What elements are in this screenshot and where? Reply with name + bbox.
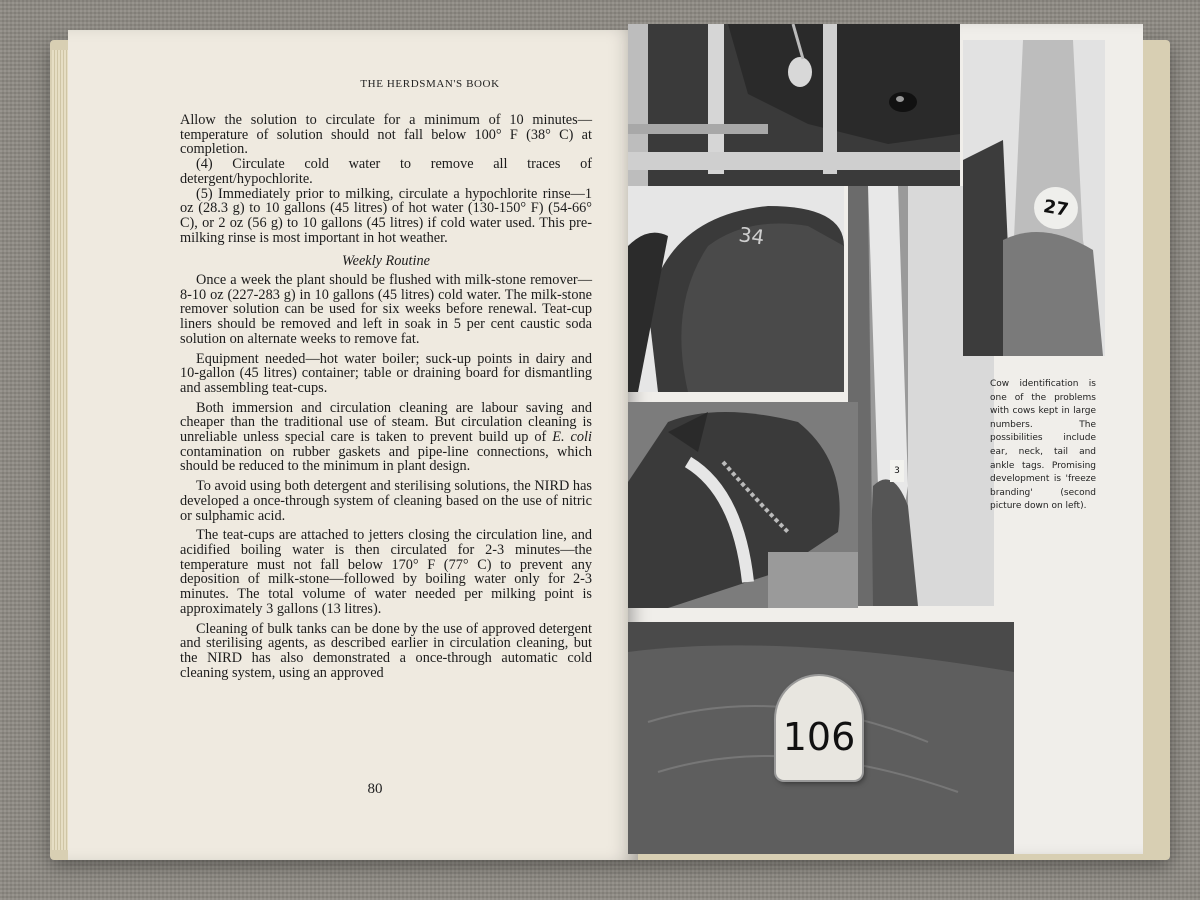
ankle-tag-photo-image xyxy=(963,40,1105,356)
photo-freeze-branding xyxy=(628,186,844,392)
paragraph: Equipment needed—hot water boiler; suck-up points in dairy and 10-gallon (45 litres) container; table or draining board for dismantling and assembling teat-cups. xyxy=(180,350,592,396)
text-run: contamination on rubber gaskets and pipe-line connections, which should be reduced to the minimum in plant design. xyxy=(180,443,592,475)
text-run: Both immersion and circulation cleaning are labour saving and cheaper than the traditional use of steam. But circulation cleaning is unreliable unless special care is taken to prevent build up of xyxy=(180,399,592,446)
freeze-branding-photo-image xyxy=(628,186,844,392)
photo-ankle-tag xyxy=(963,40,1105,356)
paragraph: Once a week the plant should be flushed with milk-stone remover—8-10 oz (227-283 g) in 10 gallons (45 litres) cold water. The milk-stone remover solution can be used for six weeks before renewal. Teat-cup liners should be removed and left in soak in 5 per cent caustic soda solution on alternate weeks to remove fat. xyxy=(180,272,592,347)
brand-mark: 34 xyxy=(737,222,766,250)
running-head: THE HERDSMAN'S BOOK xyxy=(360,78,500,90)
photo-neck-tag xyxy=(628,402,858,608)
page-number: 80 xyxy=(367,781,383,797)
photo-caption: Cow identification is one of the problems with cows kept in large numbers. The possibilities include ear, neck, tail and ankle tags. Promising development is 'freeze branding' (second picture down on left). xyxy=(990,379,1096,512)
tail-tag: 3 xyxy=(890,460,904,482)
italic-term: E. coli xyxy=(552,429,592,446)
paragraph: To avoid using both detergent and sterilising solutions, the NIRD has developed a once-through system of cleaning based on the use of nitric or sulphamic acid. xyxy=(180,478,592,524)
paragraph xyxy=(180,401,592,475)
neck-tag-photo-image xyxy=(628,402,858,608)
ear-tag-photo-image xyxy=(628,24,960,186)
section-heading: Weekly Routine xyxy=(342,253,430,270)
photo-ear-tag xyxy=(628,24,960,186)
paragraph: (4) Circulate cold water to remove all traces of detergent/hypochlorite. xyxy=(180,156,592,187)
ear-tag-106: 106 xyxy=(776,676,862,780)
body-text xyxy=(180,113,592,680)
paragraph: (5) Immediately prior to milking, circulate a hypochlorite rinse—1 oz (28.3 g) to 10 gallons (45 litres) of hot water (130-150° F) (54-66° C), or 2 oz (56 g) to 10 gallons (45 litres) if cold water used. This pre-milking rinse is most important in hot weather. xyxy=(180,185,592,246)
paragraph: Allow the solution to circulate for a minimum of 10 minutes—temperature of solution should not fall below 100° F (38° C) at completion. xyxy=(180,112,592,158)
ankle-tag-27: 27 xyxy=(1031,183,1082,232)
paragraph: The teat-cups are attached to jetters closing the circulation line, and acidified boiling water is then circulated for 2-3 minutes—the temperature must not fall below 170° F (77° C) to prevent any deposition of milk-stone—followed by boiling water only for 2-3 minutes. The total volume of water needed per milking point is approximately 3 gallons (13 litres). xyxy=(180,527,592,617)
paragraph: Cleaning of bulk tanks can be done by the use of approved detergent and sterilising agents, as described earlier in circulation cleaning, but the NIRD has also demonstrated a once-through automatic cold cleaning system, using an approved xyxy=(180,620,592,681)
